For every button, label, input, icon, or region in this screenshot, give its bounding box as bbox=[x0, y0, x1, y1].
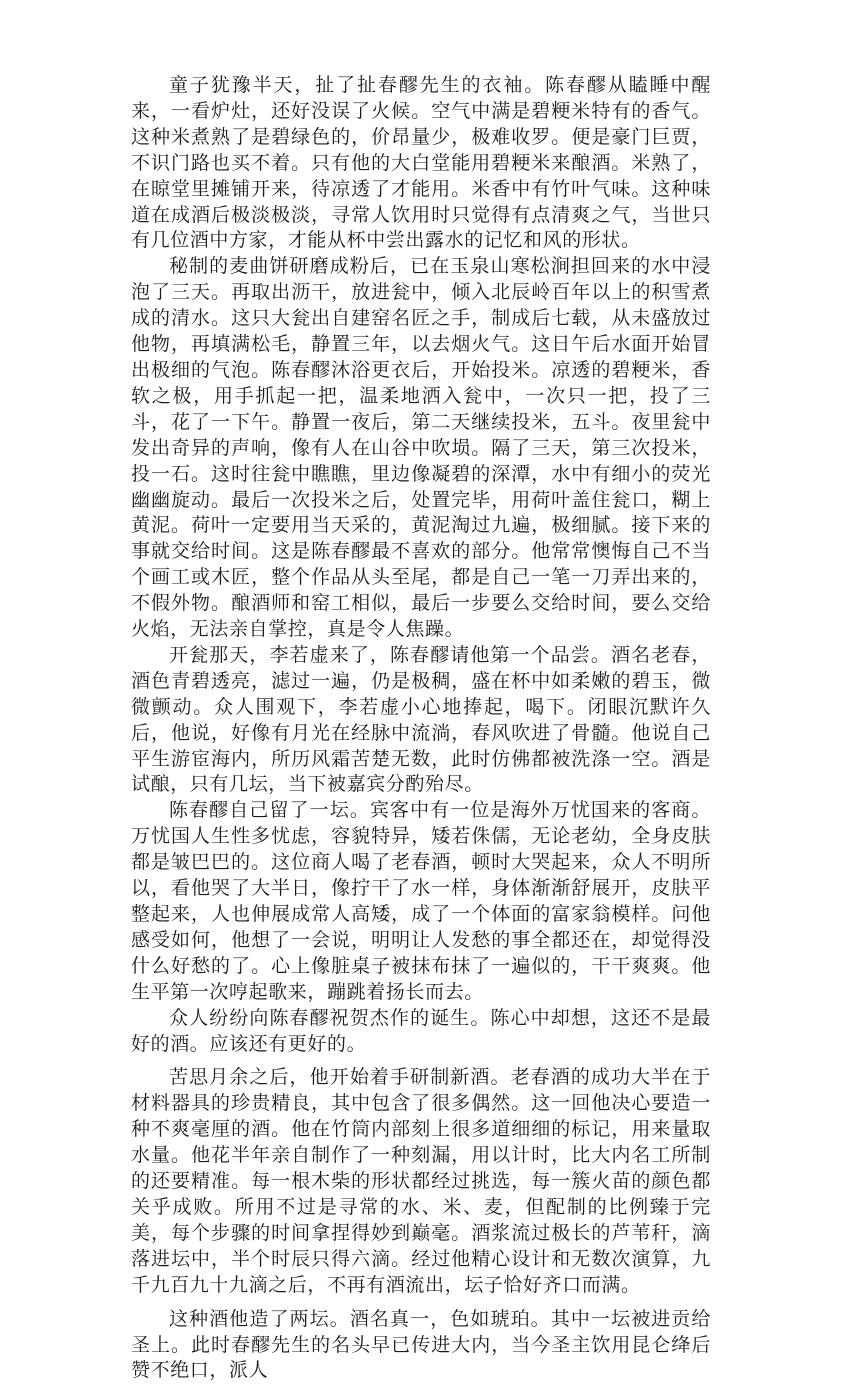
paragraph-2: 秘制的麦曲饼研磨成粉后，已在玉泉山寒松涧担回来的水中浸泡了三天。再取出沥干，放进瓮中，倾入北辰岭百年以上的积雪煮成的清水。这只大瓮出自建窑名匠之手，制成后七载，从未盛放过他物，再填满松毛，静置三年，以去烟火气。这日午后水面开始冒出极细的气泡。陈春醪沐浴更衣后，开始投米。凉透的碧粳米，香软之极，用手抓起一把，温柔地洒入瓮中，一次只一把，投了三斗，花了一下午。静置一夜后，第二天继续投米，五斗。夜里瓮中发出奇异的声响，像有人在山谷中吹埙。隔了三天，第三次投米，投一石。这时往瓮中瞧瞧，里边像凝碧的深潭，水中有细小的荧光幽幽旋动。最后一次投米之后，处置完毕，用荷叶盖住瓮口，糊上黄泥。荷叶一定要用当天采的，黄泥淘过九遍，极细腻。接下来的事就交给时间。这是陈春醪最不喜欢的部分。他常常懊悔自己不当个画工或木匠，整个作品从头至尾，都是自己一笔一刀弄出来的，不假外物。酿酒师和窑工相似，最后一步要么交给时间，要么交给火焰，无法亲自掌控，真是令人焦躁。 bbox=[131, 255, 711, 641]
paragraph-3: 开瓮那天，李若虚来了，陈春醪请他第一个品尝。酒名老春，酒色青碧透亮，滤过一遍，仍是极稠，盛在杯中如柔嫩的碧玉，微微颤动。众人围观下，李若虚小心地捧起，喝下。闭眼沉默许久后，他说，好像有月光在经脉中流淌，春风吹进了骨髓。他说自己平生游宦海内，所历风霜苦楚无数，此时仿佛都被洗涤一空。酒是试酿，只有几坛，当下被嘉宾分酌殆尽。 bbox=[131, 643, 711, 796]
document-page bbox=[131, 73, 711, 1384]
paragraph-1: 童子犹豫半天，扯了扯春醪先生的衣袖。陈春醪从瞌睡中醒来，一看炉灶，还好没误了火候。空气中满是碧粳米特有的香气。这种米煮熟了是碧绿色的，价昂量少，极难收罗。便是豪门巨贾，不识门路也买不着。只有他的大白堂能用碧粳米来酿酒。米熟了，在晾堂里摊铺开来，待凉透了才能用。米香中有竹叶气味。这种味道在成酒后极淡极淡，寻常人饮用时只觉得有点清爽之气，当世只有几位酒中方家，才能从杯中尝出露水的记忆和风的形状。 bbox=[131, 74, 711, 252]
paragraph-6: 苦思月余之后，他开始着手研制新酒。老春酒的成功大半在于材料器具的珍贵精良，其中包含了很多偶然。这一回他决心要造一种不爽毫厘的酒。他在竹筒内部刻上很多道细细的标记，用来量取水量。他花半年亲自制作了一种刻漏，用以计时，比大内名工所制的还要精准。每一根木柴的形状都经过挑选，每一簇火苗的颜色都关乎成败。所用不过是寻常的水、米、麦，但配制的比例臻于完美，每个步骤的时间拿捏得妙到巅毫。酒浆流过极长的芦苇秆，滴落进坛中，半个时辰只得六滴。经过他精心设计和无数次演算，九千九百九十九滴之后，不再有酒流出，坛子恰好齐口而满。 bbox=[131, 1066, 711, 1296]
paragraph-4: 陈春醪自己留了一坛。宾客中有一位是海外万忧国来的客商。万忧国人生性多忧虑，容貌特异，矮若侏儒，无论老幼，全身皮肤都是皱巴巴的。这位商人喝了老春酒，顿时大哭起来，众人不明所以，看他哭了大半日，像拧干了水一样，身体渐渐舒展开，皮肤平整起来，人也伸展成常人高矮，成了一个体面的富家翁模样。问他感受如何，他想了一会说，明明让人发愁的事全都还在，却觉得没什么好愁的了。心上像脏桌子被抹布抹了一遍似的，干干爽爽。他生平第一次哼起歌来，蹦跳着扬长而去。 bbox=[131, 799, 711, 1003]
paragraph-7: 这种酒他造了两坛。酒名真一，色如琥珀。其中一坛被进贡给圣上。此时春醪先生的名头早已传进大内，当今圣主饮用昆仑绛后赞不绝口，派人 bbox=[131, 1307, 711, 1382]
paragraph-5: 众人纷纷向陈春醪祝贺杰作的诞生。陈心中却想，这还不是最好的酒。应该还有更好的。 bbox=[131, 1006, 711, 1055]
